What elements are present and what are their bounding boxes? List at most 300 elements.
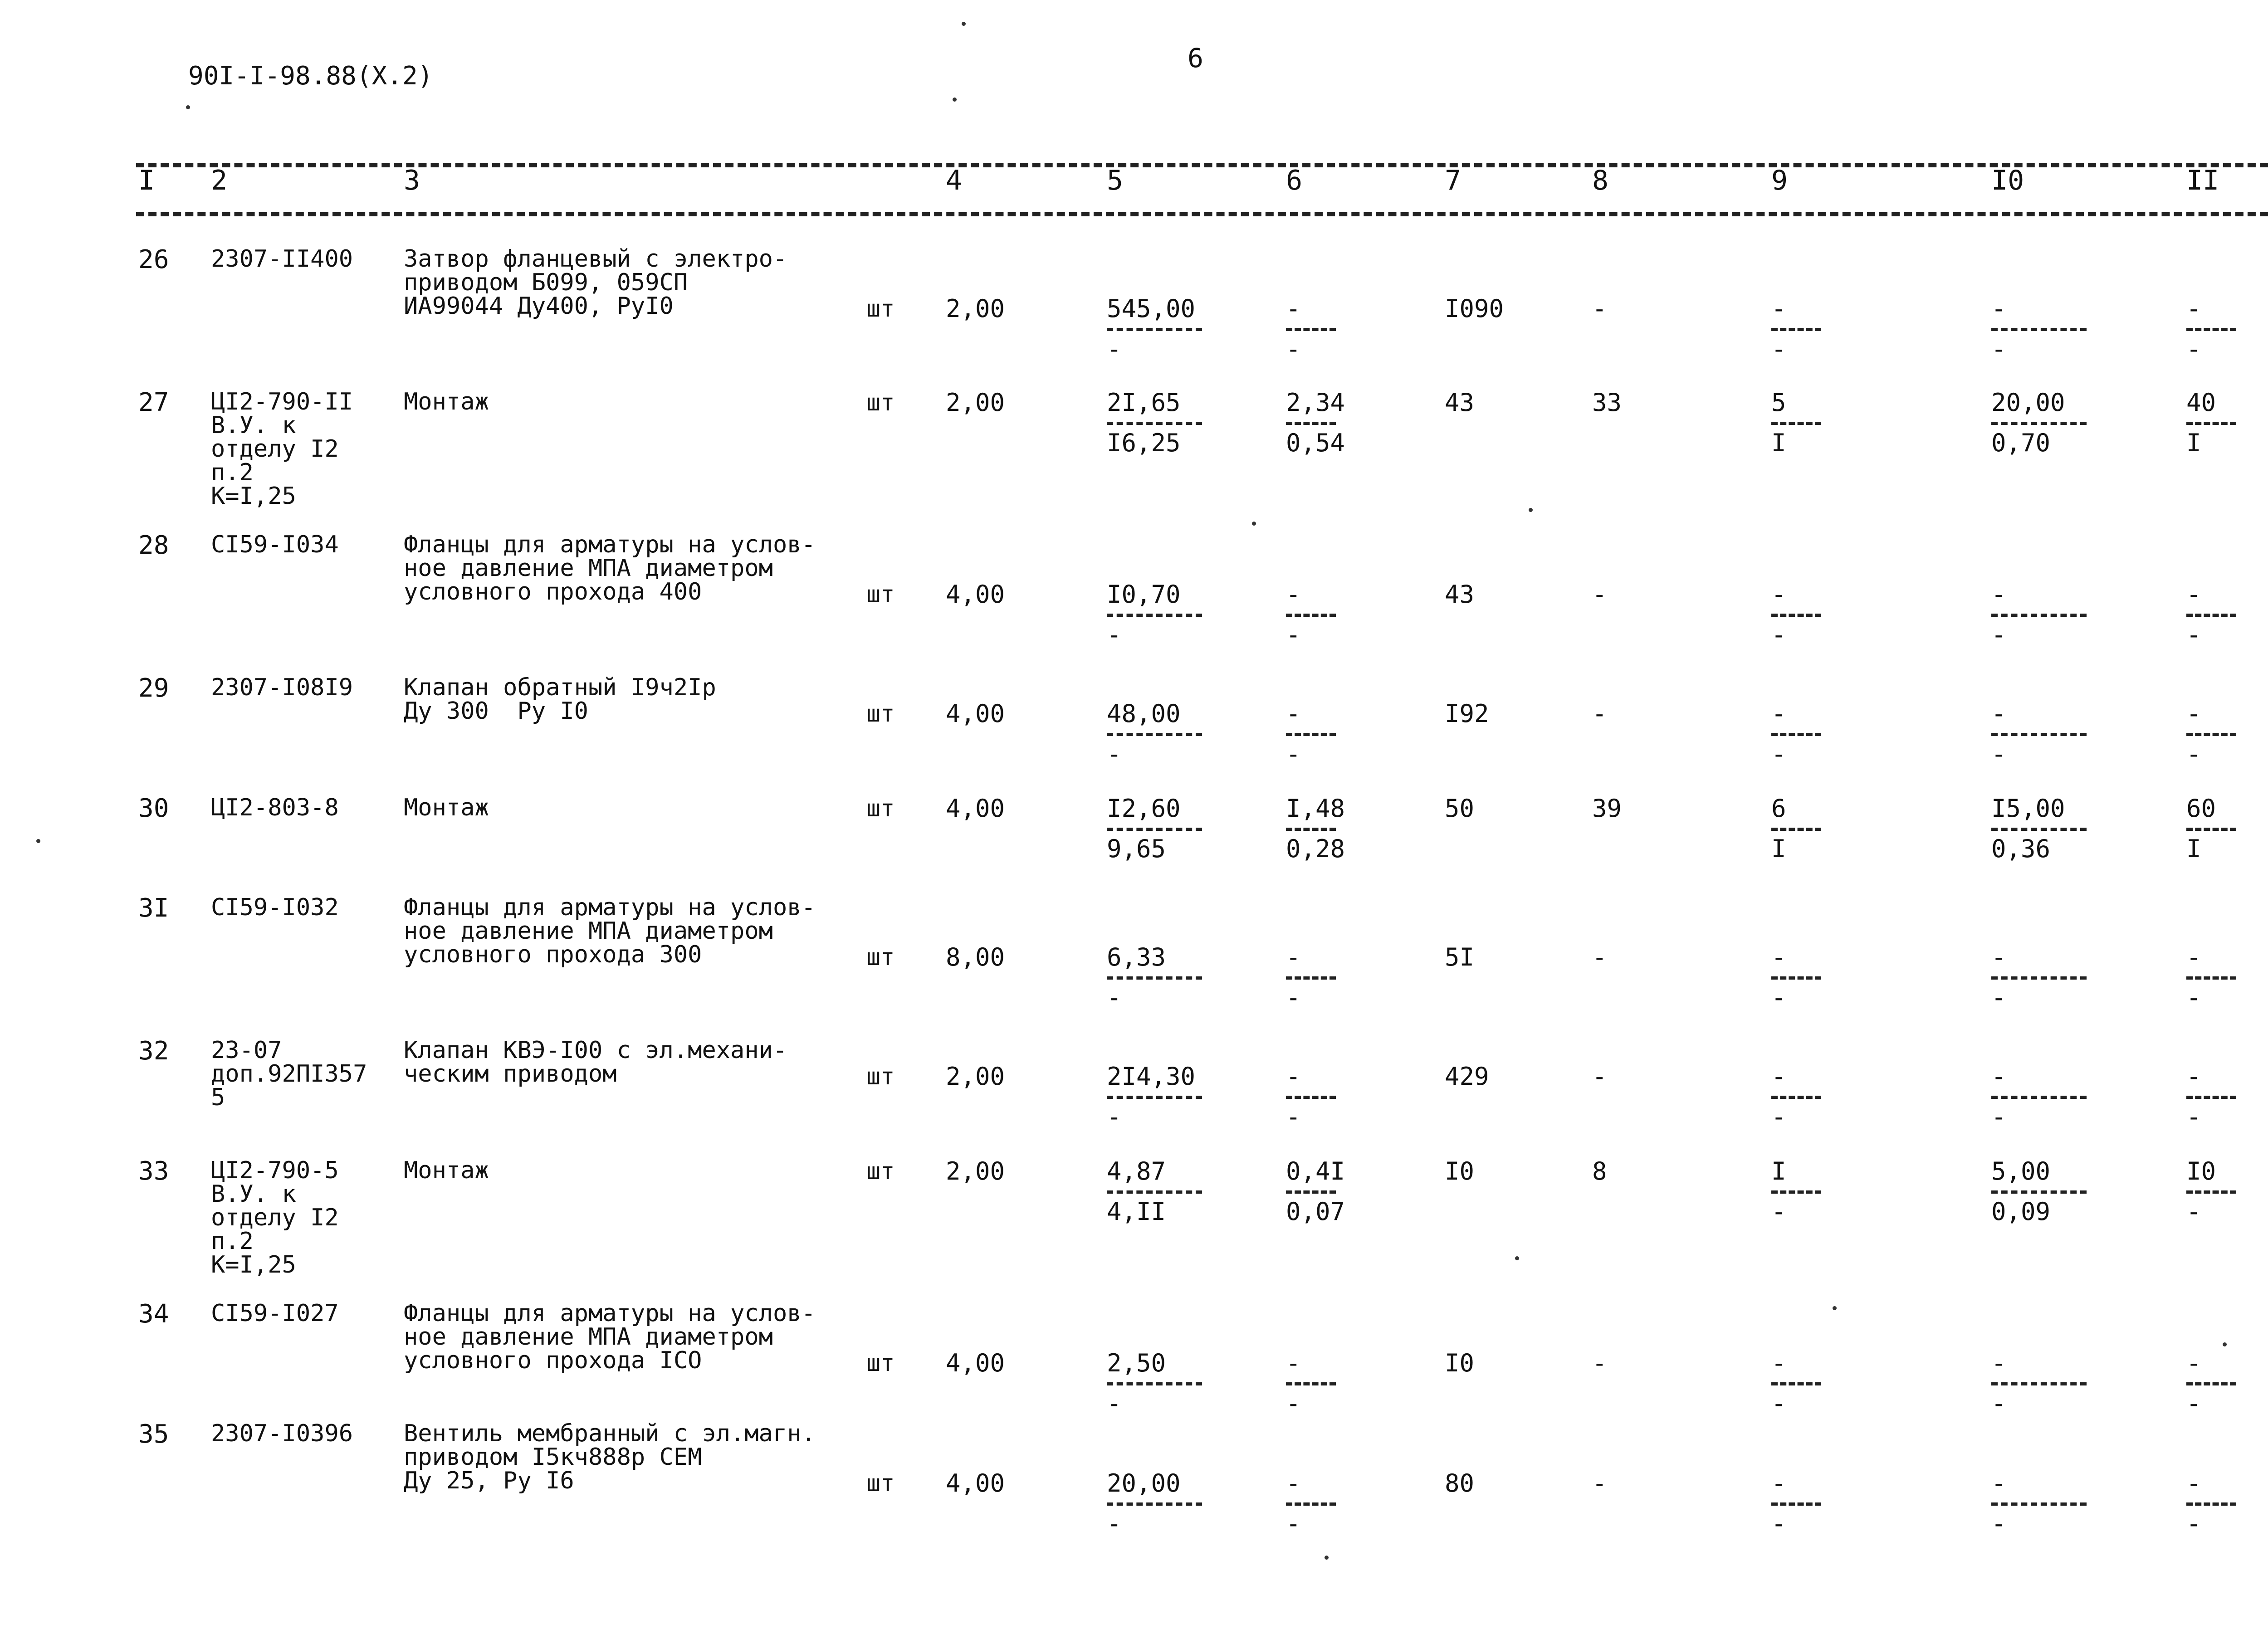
column-7-cell: 5I <box>1445 943 1475 971</box>
row-name <box>404 676 716 723</box>
column-7-cell: I0 <box>1445 1157 1475 1185</box>
fraction-cell-c10 <box>1991 582 2087 648</box>
scan-speck <box>36 839 40 843</box>
fraction-bottom: I <box>2186 834 2201 863</box>
fraction-cell-c6 <box>1286 945 1336 1010</box>
fraction-bar <box>1771 328 1821 331</box>
fraction-bottom: - <box>1286 1102 1301 1131</box>
row-code <box>211 1159 339 1277</box>
row-number: 29 <box>138 673 169 703</box>
fraction-bottom: - <box>1991 983 2006 1012</box>
scan-speck <box>1252 522 1256 526</box>
quantity-cell: 2,00 <box>946 1157 1005 1185</box>
column-7-cell: 50 <box>1445 794 1475 823</box>
fraction-cell-c5 <box>1107 796 1202 862</box>
unit-cell: шт <box>866 700 895 727</box>
fraction-cell-c5 <box>1107 1159 1202 1224</box>
scan-speck <box>953 98 957 102</box>
scan-speck <box>1515 1256 1519 1260</box>
fraction-top: - <box>1286 1062 1301 1091</box>
fraction-bottom: - <box>1771 1197 1786 1226</box>
row-code <box>211 390 353 508</box>
fraction-cell-c9 <box>1771 1159 1821 1224</box>
scan-speck <box>1529 508 1533 512</box>
row-name <box>404 1159 489 1182</box>
row-code <box>211 896 339 919</box>
fraction-bar <box>1991 1096 2087 1099</box>
fraction-bottom: - <box>1286 620 1301 649</box>
fraction-top: 5,00 <box>1991 1157 2051 1185</box>
name-line: Фланцы для арматуры на услов- <box>404 531 816 558</box>
fraction-top: - <box>1771 699 1786 728</box>
unit-cell: шт <box>866 795 895 822</box>
quantity-cell: 4,00 <box>946 1349 1005 1377</box>
fraction-bottom: - <box>1991 335 2006 363</box>
fraction-bar <box>1771 976 1821 980</box>
fraction-cell-c10 <box>1991 1351 2087 1416</box>
fraction-top: - <box>1286 943 1301 971</box>
fraction-cell-c6 <box>1286 1471 1336 1536</box>
fraction-top: - <box>1991 294 2006 323</box>
fraction-bar <box>2186 828 2236 831</box>
fraction-bottom: - <box>1286 740 1301 768</box>
code-line: СI59-I032 <box>211 894 339 921</box>
fraction-top: 5 <box>1771 388 1786 417</box>
name-line: условного прохода 300 <box>404 941 702 968</box>
name-line: Затвор фланцевый с электро- <box>404 245 787 273</box>
fraction-bottom: 0,36 <box>1991 834 2051 863</box>
fraction-bar <box>1991 1382 2087 1385</box>
row-number: 3I <box>138 893 169 923</box>
fraction-bottom: - <box>1107 1389 1122 1418</box>
column-7-cell: I090 <box>1445 294 1504 323</box>
fraction-cell-c9 <box>1771 296 1821 362</box>
code-line: отделу I2 <box>211 435 339 463</box>
fraction-bottom: - <box>1107 1102 1122 1131</box>
column-8-cell: - <box>1592 1349 1607 1377</box>
fraction-cell-c11 <box>2186 1159 2236 1224</box>
row-code <box>211 533 339 556</box>
fraction-top: I5,00 <box>1991 794 2065 823</box>
name-line: Ду 300 Ру I0 <box>404 697 588 725</box>
column-header-3: 3 <box>404 165 420 196</box>
fraction-bar <box>2186 1190 2236 1194</box>
row-code <box>211 796 339 819</box>
name-line: Вентиль мембранный с эл.магн. <box>404 1420 816 1447</box>
fraction-top: 0,4I <box>1286 1157 1345 1185</box>
row-number: 32 <box>138 1036 169 1066</box>
fraction-cell-c11 <box>2186 796 2236 862</box>
fraction-top: 2I4,30 <box>1107 1062 1196 1091</box>
fraction-bar <box>1771 422 1821 425</box>
fraction-bar <box>1991 976 2087 980</box>
column-8-cell: - <box>1592 943 1607 971</box>
quantity-cell: 2,00 <box>946 388 1005 417</box>
scan-speck <box>1325 1556 1329 1560</box>
fraction-top: - <box>1771 1469 1786 1497</box>
fraction-bar <box>1771 733 1821 736</box>
scan-speck <box>962 22 966 26</box>
unit-cell: шт <box>866 295 895 322</box>
fraction-bottom: - <box>1991 740 2006 768</box>
column-8-cell: - <box>1592 294 1607 323</box>
fraction-bottom: - <box>2186 620 2201 649</box>
name-line: Монтаж <box>404 1157 489 1184</box>
fraction-top: - <box>2186 580 2201 609</box>
quantity-cell: 2,00 <box>946 294 1005 323</box>
row-code <box>211 1422 353 1445</box>
fraction-top: - <box>1286 1349 1301 1377</box>
document-id: 90I-I-98.88(X.2) <box>188 61 433 91</box>
fraction-top: - <box>1286 1469 1301 1497</box>
name-line: Клапан обратный I9ч2Iр <box>404 674 716 701</box>
fraction-bottom: - <box>2186 983 2201 1012</box>
fraction-bar <box>1107 733 1202 736</box>
fraction-bottom: 4,II <box>1107 1197 1166 1226</box>
fraction-cell-c11 <box>2186 945 2236 1010</box>
fraction-bottom: - <box>1771 740 1786 768</box>
quantity-cell: 4,00 <box>946 1469 1005 1497</box>
column-header-7: 7 <box>1445 165 1461 196</box>
fraction-cell-c11 <box>2186 1351 2236 1416</box>
fraction-top: 20,00 <box>1107 1469 1181 1497</box>
fraction-bar <box>1771 828 1821 831</box>
row-code <box>211 676 353 699</box>
quantity-cell: 4,00 <box>946 580 1005 609</box>
fraction-bar <box>1991 422 2087 425</box>
row-code <box>211 247 353 271</box>
fraction-top: 48,00 <box>1107 699 1181 728</box>
fraction-top: - <box>1771 1349 1786 1377</box>
fraction-top: 6 <box>1771 794 1786 823</box>
fraction-bar <box>1107 328 1202 331</box>
fraction-bar <box>2186 614 2236 617</box>
fraction-bar <box>1286 422 1336 425</box>
code-line: 2307-II400 <box>211 245 353 273</box>
fraction-cell-c9 <box>1771 390 1821 456</box>
fraction-top: - <box>1991 943 2006 971</box>
fraction-cell-c6 <box>1286 1064 1336 1130</box>
fraction-bar <box>1107 1382 1202 1385</box>
unit-cell: шт <box>866 1470 895 1497</box>
fraction-cell-c9 <box>1771 796 1821 862</box>
fraction-top: I0 <box>2186 1157 2216 1185</box>
column-8-cell: - <box>1592 1062 1607 1091</box>
fraction-bar <box>1771 1096 1821 1099</box>
fraction-top: 545,00 <box>1107 294 1196 323</box>
fraction-bottom: - <box>1771 983 1786 1012</box>
fraction-top: - <box>1991 1469 2006 1497</box>
unit-cell: шт <box>866 1158 895 1185</box>
fraction-bottom: - <box>1991 1102 2006 1131</box>
fraction-bottom: - <box>1286 1509 1301 1538</box>
fraction-cell-c9 <box>1771 945 1821 1010</box>
fraction-cell-c11 <box>2186 296 2236 362</box>
fraction-bottom: - <box>1107 740 1122 768</box>
fraction-bottom: - <box>1771 335 1786 363</box>
fraction-top: - <box>1771 294 1786 323</box>
unit-cell: шт <box>866 1063 895 1090</box>
row-number: 30 <box>138 794 169 823</box>
code-line: п.2 <box>211 1228 254 1255</box>
fraction-cell-c5 <box>1107 1064 1202 1130</box>
scan-speck <box>2223 1342 2227 1346</box>
row-number: 26 <box>138 245 169 274</box>
fraction-bottom: - <box>2186 1102 2201 1131</box>
fraction-top: 2,34 <box>1286 388 1345 417</box>
fraction-bar <box>1286 828 1336 831</box>
fraction-top: - <box>1771 943 1786 971</box>
row-name <box>404 247 787 318</box>
quantity-cell: 2,00 <box>946 1062 1005 1091</box>
row-number: 27 <box>138 388 169 417</box>
fraction-top: 40 <box>2186 388 2216 417</box>
row-number: 34 <box>138 1299 169 1329</box>
fraction-bottom: - <box>2186 1197 2201 1226</box>
code-line: 2307-I08I9 <box>211 674 353 701</box>
fraction-bar <box>1286 1502 1336 1506</box>
fraction-cell-c10 <box>1991 1064 2087 1130</box>
fraction-bar <box>1771 1382 1821 1385</box>
column-7-cell: I0 <box>1445 1349 1475 1377</box>
fraction-bottom: - <box>1286 1389 1301 1418</box>
quantity-cell: 8,00 <box>946 943 1005 971</box>
fraction-top: 2I,65 <box>1107 388 1181 417</box>
fraction-bar <box>1286 1096 1336 1099</box>
name-line: условного прохода 400 <box>404 578 702 605</box>
fraction-bottom: 0,28 <box>1286 834 1345 863</box>
fraction-bottom: - <box>1107 983 1122 1012</box>
fraction-top: - <box>2186 1062 2201 1091</box>
name-line: Фланцы для арматуры на услов- <box>404 894 816 921</box>
fraction-cell-c11 <box>2186 1471 2236 1536</box>
fraction-bar <box>1771 1502 1821 1506</box>
fraction-bar <box>1286 976 1336 980</box>
fraction-top: - <box>1991 1349 2006 1377</box>
fraction-bar <box>1771 614 1821 617</box>
fraction-top: - <box>1991 699 2006 728</box>
fraction-bottom: I6,25 <box>1107 429 1181 457</box>
fraction-bottom: - <box>2186 740 2201 768</box>
fraction-top: 60 <box>2186 794 2216 823</box>
fraction-cell-c10 <box>1991 945 2087 1010</box>
fraction-bottom: - <box>2186 335 2201 363</box>
fraction-bottom: - <box>1286 983 1301 1012</box>
fraction-bar <box>2186 328 2236 331</box>
fraction-bottom: I <box>1771 429 1786 457</box>
fraction-top: - <box>1286 699 1301 728</box>
fraction-cell-c6 <box>1286 582 1336 648</box>
column-header-11: II <box>2186 165 2219 196</box>
fraction-bar <box>1107 1096 1202 1099</box>
name-line: Монтаж <box>404 388 489 415</box>
fraction-cell-c5 <box>1107 390 1202 456</box>
fraction-bottom: - <box>2186 1509 2201 1538</box>
code-line: ЦI2-790-II <box>211 388 353 415</box>
fraction-bar <box>1286 1382 1336 1385</box>
header-bottom-rule <box>136 212 2268 216</box>
row-name <box>404 533 816 604</box>
column-8-cell: 33 <box>1592 388 1622 417</box>
fraction-top: 4,87 <box>1107 1157 1166 1185</box>
fraction-bar <box>1991 828 2087 831</box>
fraction-top: - <box>1991 580 2006 609</box>
fraction-top: - <box>1771 1062 1786 1091</box>
column-7-cell: 80 <box>1445 1469 1475 1497</box>
column-header-6: 6 <box>1286 165 1303 196</box>
fraction-cell-c6 <box>1286 1351 1336 1416</box>
name-line: ное давление МПА диаметром <box>404 555 773 582</box>
code-line: 23-07 <box>211 1037 282 1064</box>
fraction-top: 6,33 <box>1107 943 1166 971</box>
fraction-bar <box>1286 733 1336 736</box>
fraction-bottom: - <box>1771 1509 1786 1538</box>
fraction-top: I2,60 <box>1107 794 1181 823</box>
code-line: ЦI2-803-8 <box>211 794 339 821</box>
name-line: Монтаж <box>404 794 489 821</box>
fraction-top: - <box>1771 580 1786 609</box>
fraction-cell-c11 <box>2186 582 2236 648</box>
fraction-cell-c6 <box>1286 794 1345 863</box>
fraction-cell-c6 <box>1286 296 1336 362</box>
fraction-top: I <box>1771 1157 1786 1185</box>
row-name <box>404 1422 816 1493</box>
fraction-cell-c11 <box>2186 390 2236 456</box>
fraction-cell-c5 <box>1107 582 1202 648</box>
column-8-cell: - <box>1592 1469 1607 1497</box>
fraction-bar <box>2186 1502 2236 1506</box>
fraction-bar <box>1107 1190 1202 1194</box>
fraction-bottom: - <box>1286 335 1301 363</box>
fraction-bottom: - <box>1991 1389 2006 1418</box>
fraction-cell-c10 <box>1991 1159 2087 1224</box>
fraction-bottom: 0,54 <box>1286 429 1345 457</box>
fraction-cell-c10 <box>1991 701 2087 767</box>
row-name <box>404 796 489 819</box>
unit-cell: шт <box>866 944 895 971</box>
fraction-bar <box>1286 328 1336 331</box>
name-line: ИА99044 Ду400, РуI0 <box>404 293 674 320</box>
code-line: В.У. к <box>211 1180 296 1208</box>
code-line: К=I,25 <box>211 483 296 510</box>
fraction-top: - <box>2186 699 2201 728</box>
fraction-bottom: - <box>1771 620 1786 649</box>
fraction-bar <box>2186 976 2236 980</box>
fraction-bottom: - <box>1991 620 2006 649</box>
fraction-bottom: - <box>1107 620 1122 649</box>
name-line: приводом I5кч888р СЕМ <box>404 1444 702 1471</box>
scan-speck <box>1833 1306 1837 1310</box>
column-header-5: 5 <box>1107 165 1124 196</box>
fraction-cell-c10 <box>1991 296 2087 362</box>
column-8-cell: - <box>1592 580 1607 609</box>
column-8-cell: 39 <box>1592 794 1622 823</box>
name-line: Клапан КВЭ-I00 с эл.механи- <box>404 1037 787 1064</box>
code-line: 2307-I0396 <box>211 1420 353 1447</box>
row-number: 35 <box>138 1419 169 1449</box>
fraction-bar <box>1991 733 2087 736</box>
column-header-2: 2 <box>211 165 228 196</box>
column-header-10: I0 <box>1991 165 2024 196</box>
fraction-top: - <box>2186 294 2201 323</box>
fraction-bar <box>1991 1502 2087 1506</box>
fraction-bar <box>1107 828 1202 831</box>
row-name <box>404 1039 787 1086</box>
fraction-top: - <box>1286 294 1301 323</box>
unit-cell: шт <box>866 581 895 608</box>
code-line: отделу I2 <box>211 1204 339 1231</box>
fraction-cell-c9 <box>1771 701 1821 767</box>
header-top-rule <box>136 163 2268 167</box>
column-7-cell: 43 <box>1445 580 1475 609</box>
column-header-4: 4 <box>946 165 963 196</box>
fraction-cell-c10 <box>1991 1471 2087 1536</box>
row-number: 28 <box>138 531 169 560</box>
fraction-bar <box>1107 976 1202 980</box>
fraction-top: - <box>1991 1062 2006 1091</box>
fraction-cell-c5 <box>1107 1351 1202 1416</box>
name-line: Ду 25, Ру I6 <box>404 1467 574 1494</box>
fraction-bottom: - <box>1107 335 1122 363</box>
fraction-bar <box>1107 1502 1202 1506</box>
page-number: 6 <box>1188 43 1203 73</box>
fraction-bar <box>1107 422 1202 425</box>
fraction-cell-c10 <box>1991 390 2087 456</box>
fraction-top: - <box>2186 943 2201 971</box>
column-8-cell: 8 <box>1592 1157 1607 1185</box>
fraction-cell-c10 <box>1991 796 2087 862</box>
name-line: Фланцы для арматуры на услов- <box>404 1300 816 1327</box>
fraction-cell-c6 <box>1286 701 1336 767</box>
column-7-cell: 429 <box>1445 1062 1489 1091</box>
code-line: п.2 <box>211 459 254 486</box>
name-line: условного прохода IСО <box>404 1347 702 1374</box>
fraction-cell-c9 <box>1771 1471 1821 1536</box>
fraction-cell-c9 <box>1771 1351 1821 1416</box>
fraction-bar <box>1107 614 1202 617</box>
column-8-cell: - <box>1592 699 1607 728</box>
column-7-cell: I92 <box>1445 699 1489 728</box>
fraction-bar <box>1991 614 2087 617</box>
fraction-top: - <box>2186 1349 2201 1377</box>
fraction-bar <box>2186 1382 2236 1385</box>
fraction-cell-c6 <box>1286 388 1345 457</box>
column-header-9: 9 <box>1771 165 1788 196</box>
fraction-bottom: - <box>1991 1509 2006 1538</box>
fraction-cell-c11 <box>2186 1064 2236 1130</box>
row-name <box>404 390 489 414</box>
fraction-bottom: 0,70 <box>1991 429 2051 457</box>
quantity-cell: 4,00 <box>946 699 1005 728</box>
column-header-8: 8 <box>1592 165 1609 196</box>
fraction-bottom: 9,65 <box>1107 834 1166 863</box>
unit-cell: шт <box>866 389 895 416</box>
fraction-bar <box>2186 733 2236 736</box>
fraction-cell-c6 <box>1286 1157 1345 1226</box>
fraction-bar <box>2186 1096 2236 1099</box>
code-line: доп.92ПI357 <box>211 1060 367 1088</box>
code-line: К=I,25 <box>211 1251 296 1278</box>
row-code <box>211 1302 339 1325</box>
fraction-bar <box>1286 614 1336 617</box>
fraction-top: - <box>1286 580 1301 609</box>
fraction-bottom: I <box>2186 429 2201 457</box>
fraction-bar <box>1991 1190 2087 1194</box>
row-number: 33 <box>138 1156 169 1186</box>
fraction-top: I,48 <box>1286 794 1345 823</box>
column-7-cell: 43 <box>1445 388 1475 417</box>
fraction-bar <box>1286 1190 1336 1194</box>
